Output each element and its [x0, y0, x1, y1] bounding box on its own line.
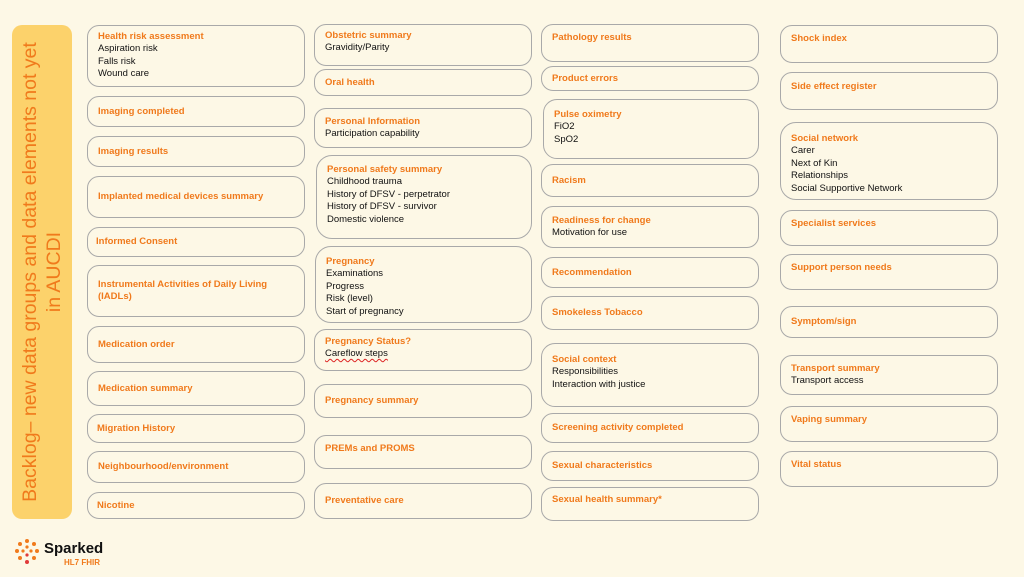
- backlog-banner-line2: in AUCDI: [43, 231, 66, 313]
- card-item: Progress: [326, 280, 365, 292]
- card-title: Smokeless Tobacco: [552, 307, 643, 318]
- card-item: Next of Kin: [791, 157, 838, 169]
- card-title: Sexual characteristics: [552, 460, 653, 471]
- hl7-fhir-logo-text: HL7 FHIR: [64, 558, 100, 567]
- card-item: Interaction with justice: [552, 378, 646, 390]
- card-title: Informed Consent: [96, 236, 178, 247]
- card-sexual-health-summary: [541, 487, 759, 521]
- card-support-person-needs: [780, 254, 998, 290]
- card-item: Participation capability: [325, 128, 420, 139]
- card-oral-health: [314, 69, 532, 96]
- card-title: Nicotine: [97, 499, 135, 511]
- card-smokeless-tobacco: [541, 296, 759, 330]
- card-title: Sexual health summary*: [552, 494, 662, 505]
- card-title: Imaging results: [98, 145, 169, 157]
- sparked-logo-icon: [12, 537, 42, 567]
- card-title: Imaging completed: [98, 105, 185, 117]
- card-title: Specialist services: [791, 218, 877, 229]
- card-title: Migration History: [97, 422, 176, 434]
- card-pulse-oximetry: [543, 99, 759, 159]
- card-personal-safety-summary: [316, 155, 532, 239]
- card-medication-summary: [87, 371, 305, 406]
- card-iadls: [87, 265, 305, 317]
- card-obstetric-summary: [314, 24, 532, 66]
- card-item: Start of pregnancy: [326, 305, 404, 317]
- card-implanted-medical-devices: [87, 176, 305, 218]
- card-item: Risk (level): [326, 293, 373, 305]
- card-title: Preventative care: [325, 495, 404, 506]
- card-personal-information: [314, 108, 532, 148]
- backlog-banner: [12, 25, 72, 519]
- card-title: Screening activity completed: [552, 422, 684, 433]
- card-side-effect-register: [780, 72, 998, 110]
- card-item: Social Supportive Network: [791, 182, 903, 194]
- card-title: Pregnancy summary: [325, 395, 419, 406]
- card-item: Motivation for use: [552, 227, 627, 238]
- card-item: Responsibilities: [552, 366, 619, 377]
- card-item: Domestic violence: [327, 213, 405, 225]
- card-neighbourhood-environment: [87, 451, 305, 483]
- card-symptom-sign: [780, 306, 998, 338]
- card-recommendation: [541, 257, 759, 288]
- card-shock-index: [780, 25, 998, 63]
- card-social-context: [541, 343, 759, 407]
- card-preventative-care: [314, 483, 532, 519]
- card-title: Readiness for change: [552, 215, 651, 226]
- card-item: Relationships: [791, 170, 849, 182]
- card-title: PREMs and PROMS: [325, 443, 415, 454]
- card-title: Pathology results: [552, 32, 632, 43]
- card-title: Recommendation: [552, 266, 632, 278]
- backlog-banner-text: [18, 42, 66, 502]
- card-title: Shock index: [791, 33, 847, 44]
- card-title: Medication summary: [98, 382, 193, 394]
- card-title: Neighbourhood/environment: [98, 461, 229, 472]
- card-health-risk-assessment: [87, 25, 305, 87]
- card-pregnancy: [315, 246, 532, 323]
- card-transport-summary: [780, 355, 998, 395]
- card-medication-order: [87, 326, 305, 363]
- card-title: Implanted medical devices summary: [98, 191, 264, 202]
- card-social-network: [780, 122, 998, 200]
- card-title: Symptom/sign: [791, 316, 857, 327]
- card-migration-history: [87, 414, 305, 443]
- card-title: Side effect register: [791, 81, 877, 92]
- card-title: Pulse oximetry: [554, 109, 622, 120]
- card-item: SpO2: [554, 133, 579, 145]
- card-title: Pregnancy Status?: [325, 336, 412, 347]
- card-pathology-results: [541, 24, 759, 62]
- card-vital-status: [780, 451, 998, 487]
- card-sexual-characteristics: [541, 451, 759, 481]
- card-screening-activity-completed: [541, 413, 759, 443]
- card-title: Support person needs: [791, 262, 892, 273]
- sparked-logo-text: Sparked: [44, 540, 104, 557]
- card-item: Aspiration risk: [98, 43, 158, 54]
- card-nicotine: [87, 492, 305, 519]
- card-title: Vaping summary: [791, 414, 868, 425]
- card-prems-and-proms: [314, 435, 532, 469]
- card-imaging-completed: [87, 96, 305, 127]
- card-title: Medication order: [98, 338, 175, 350]
- card-item: History of DFSV - survivor: [327, 201, 437, 213]
- card-item: Falls risk: [98, 55, 136, 67]
- card-title: Social network: [791, 133, 859, 144]
- card-title: Personal safety summary: [327, 164, 443, 175]
- card-title: Product errors: [552, 72, 618, 84]
- card-title: Social context: [552, 354, 617, 365]
- card-item: Gravidity/Parity: [325, 42, 390, 53]
- card-item: Childhood trauma: [327, 176, 402, 187]
- card-specialist-services: [780, 210, 998, 246]
- card-item: Transport access: [791, 375, 864, 386]
- card-item: FiO2: [554, 121, 575, 132]
- card-pregnancy-status: [314, 329, 532, 371]
- card-title: Health risk assessment: [98, 31, 204, 42]
- card-title: Personal Information: [325, 116, 421, 127]
- card-item: Careflow steps: [325, 348, 388, 359]
- card-racism: [541, 164, 759, 197]
- card-item: Examinations: [326, 268, 384, 279]
- card-title: Racism: [552, 174, 586, 186]
- card-title: Vital status: [791, 459, 842, 470]
- card-item: Carer: [791, 145, 815, 156]
- sparked-logo: [12, 537, 122, 571]
- card-vaping-summary: [780, 406, 998, 442]
- card-pregnancy-summary: [314, 384, 532, 418]
- card-readiness-for-change: [541, 206, 759, 248]
- card-title: Instrumental Activities of Daily Living (IADLs): [98, 279, 268, 302]
- card-imaging-results: [87, 136, 305, 167]
- backlog-banner-line1: Backlog– new data groups and data elements not yet: [19, 42, 42, 502]
- card-item: Wound care: [98, 68, 150, 80]
- card-title: Obstetric summary: [325, 30, 412, 41]
- card-item: History of DFSV - perpetrator: [327, 188, 451, 200]
- card-informed-consent: [87, 227, 305, 257]
- card-title: Oral health: [325, 76, 375, 88]
- card-title: Pregnancy: [326, 256, 375, 267]
- card-product-errors: [541, 66, 759, 91]
- card-title: Transport summary: [791, 363, 880, 374]
